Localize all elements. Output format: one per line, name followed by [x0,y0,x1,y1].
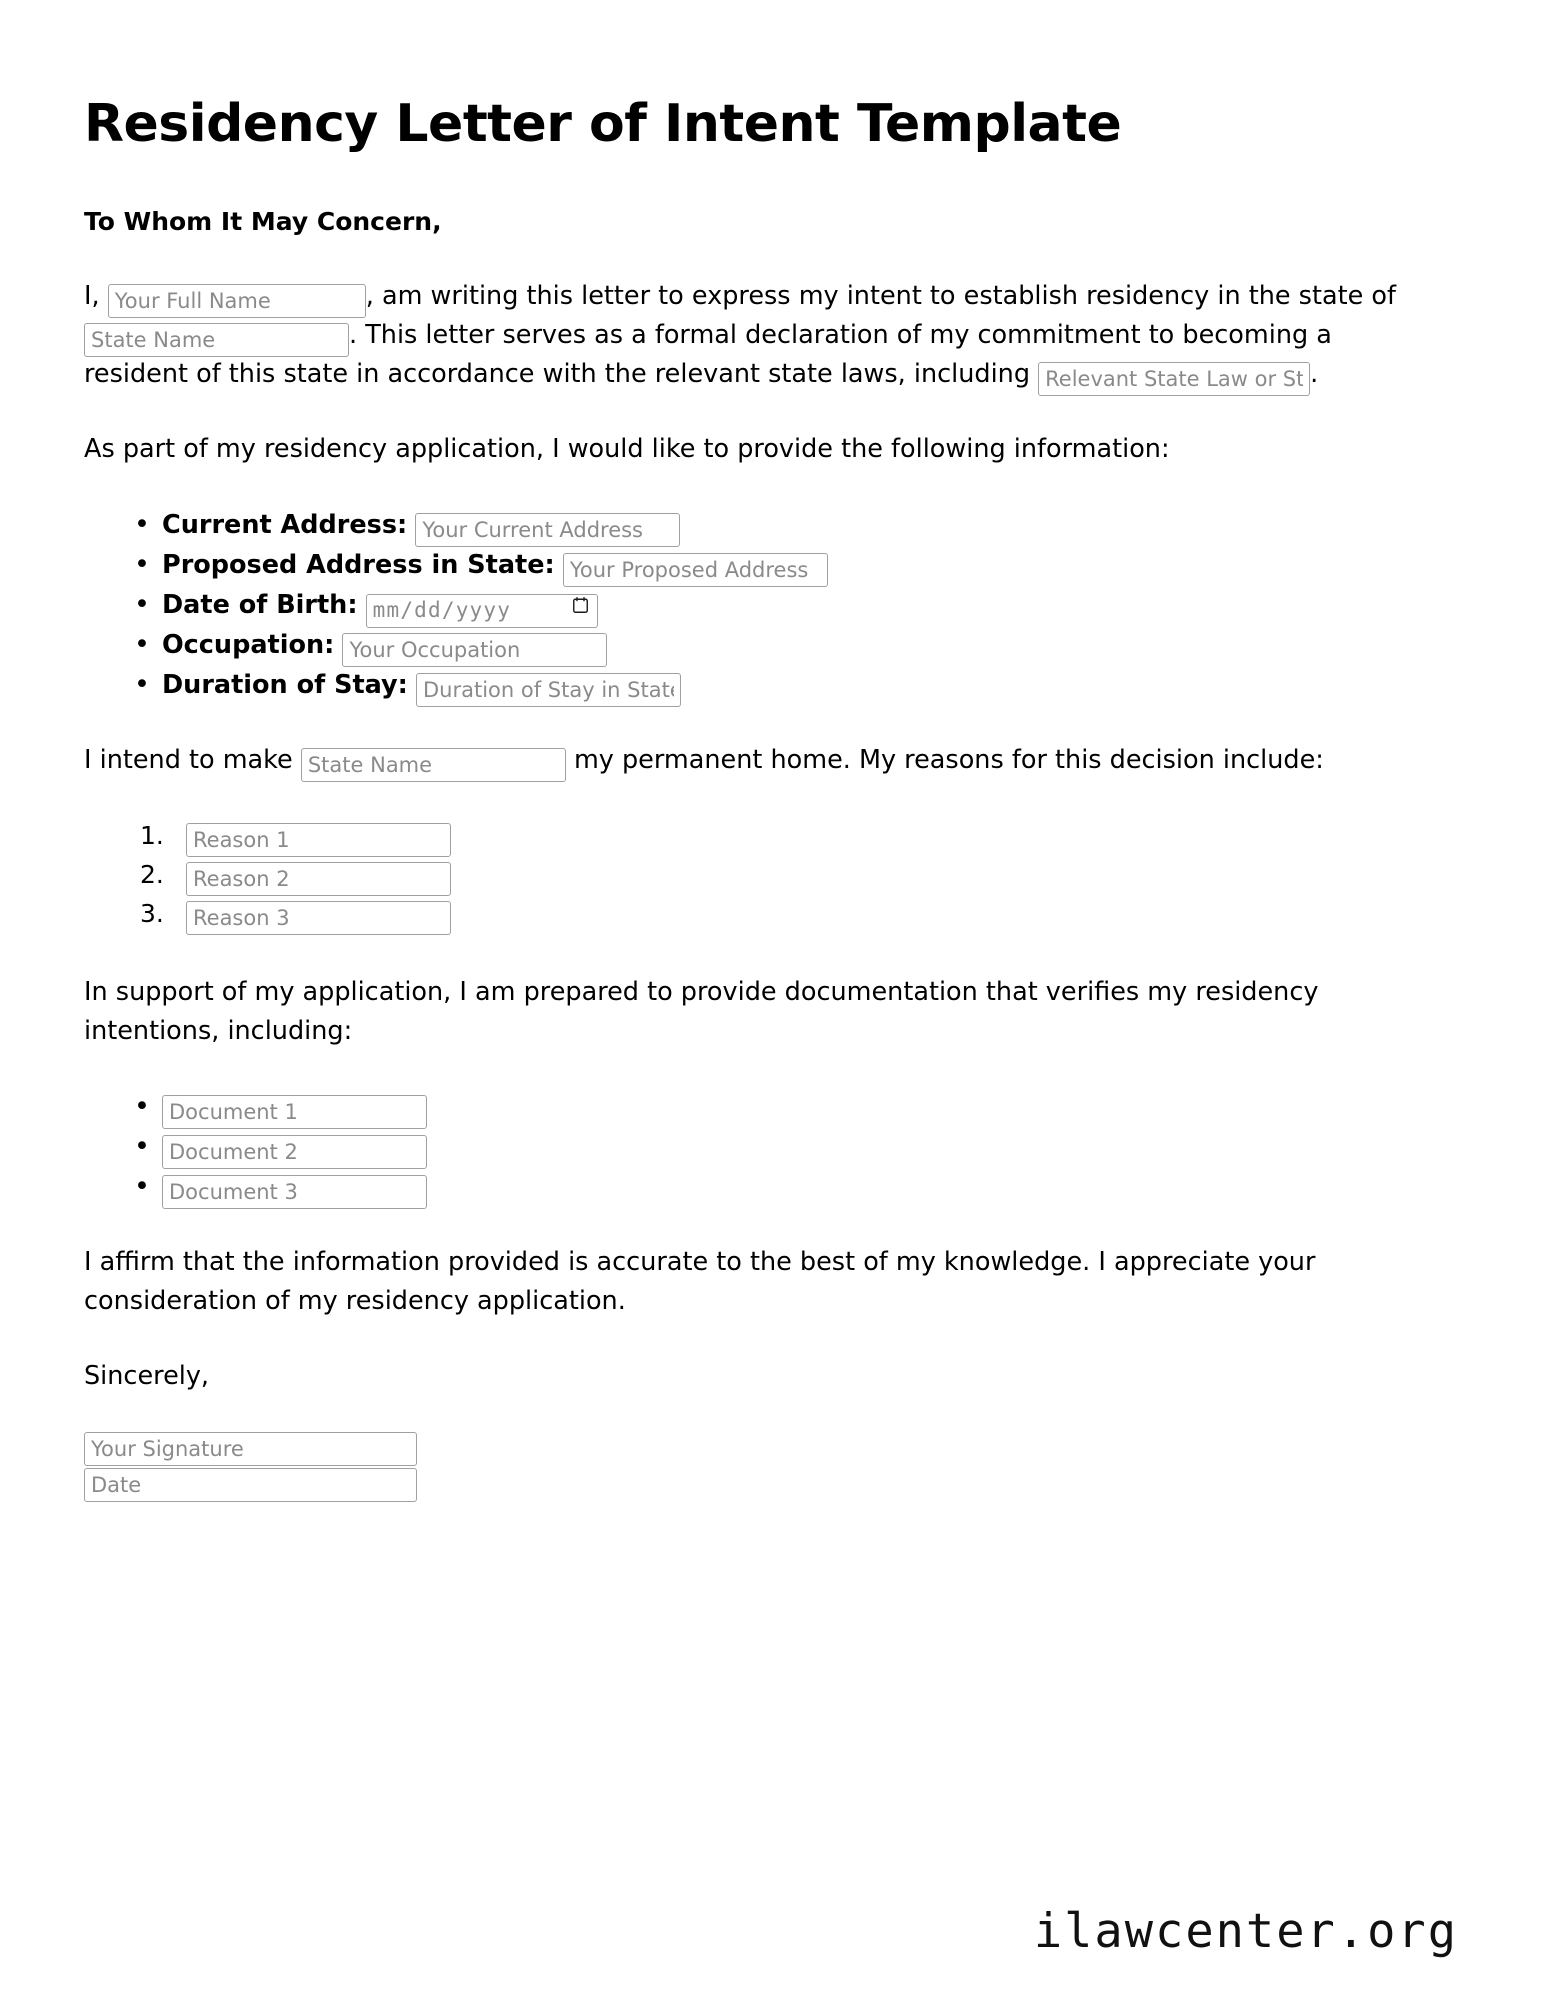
closing-paragraph: Sincerely, [84,1360,210,1391]
label-proposed-address: Proposed Address in State: [162,549,555,580]
watermark: ilawcenter.org [1033,1904,1458,1959]
document-3-input[interactable] [162,1175,427,1209]
label-occupation: Occupation: [162,629,335,660]
intro-text-part4: . [1310,358,1319,389]
list-item-document-2 [128,1127,1458,1167]
permanent-home-text-part2: my permanent home. My reasons for this decision include: [573,744,1324,775]
proposed-address-input[interactable] [563,553,828,587]
reason-3-input[interactable] [186,901,451,935]
list-item-current-address [128,505,1458,545]
document-1-input[interactable] [162,1095,427,1129]
affirmation-paragraph: I affirm that the information provided is accurate to the best of my knowledge. I appreciate your consideration of my residency application. [84,1246,1316,1316]
signature-input[interactable] [84,1432,417,1466]
date-of-birth-input[interactable] [366,594,598,628]
label-date-of-birth: Date of Birth: [162,589,358,620]
list-item-document-1 [128,1087,1458,1127]
list-item-occupation [128,625,1458,665]
reason-2-input[interactable] [186,862,451,896]
list-item-reason-3 [140,894,1458,933]
duration-of-stay-input[interactable] [416,673,681,707]
permanent-home-paragraph [84,741,1444,780]
date-input[interactable] [84,1468,417,1502]
list-item-date-of-birth [128,585,1458,625]
page-title: Residency Letter of Intent Template [84,94,1122,154]
list-item-duration-of-stay [128,665,1458,705]
permanent-home-text-part1: I intend to make [84,744,293,775]
intro-text-part1: I, [84,280,100,311]
intro-text-part3: . This letter serves as a formal declaration of my commitment to becoming a resident of this state in accordance with the relevant state laws, including [84,319,1332,389]
documents-intro-paragraph: In support of my application, I am prepared to provide documentation that verifies my residency intentions, including: [84,976,1319,1046]
state-name-input[interactable] [84,323,349,357]
list-item-reason-1 [140,816,1458,855]
state-law-input[interactable] [1038,362,1310,396]
reason-1-input[interactable] [186,823,451,857]
intro-text-part2: , am writing this letter to express my intent to establish residency in the state of [365,280,1396,311]
list-item-document-3 [128,1167,1458,1207]
date-of-birth-field-wrap [366,585,598,625]
document-2-input[interactable] [162,1135,427,1169]
permanent-home-state-input[interactable] [301,748,566,782]
info-intro-paragraph: As part of my residency application, I would like to provide the following information: [84,433,1170,464]
intro-paragraph [84,277,1444,394]
salutation: To Whom It May Concern, [84,207,442,237]
current-address-input[interactable] [415,513,680,547]
label-current-address: Current Address: [162,509,408,540]
residency-info-list [84,505,1458,705]
label-duration-of-stay: Duration of Stay: [162,669,408,700]
documents-list [84,1087,1458,1207]
list-item-reason-2 [140,855,1458,894]
reasons-list [84,816,1458,933]
signature-block [84,1432,1458,1502]
occupation-input[interactable] [342,633,607,667]
full-name-input[interactable] [108,284,366,318]
list-item-proposed-address [128,545,1458,585]
